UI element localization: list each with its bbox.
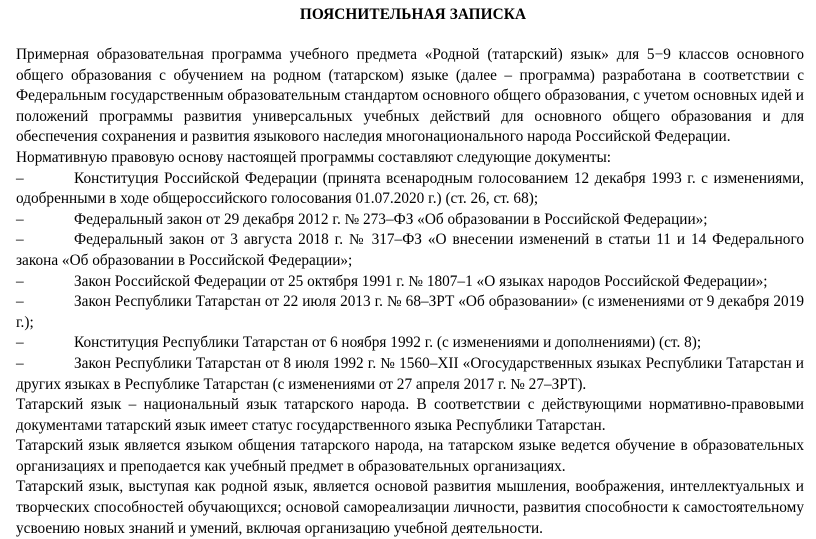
body-paragraph: Татарский язык, выступая как родной язык, является основой развития мышления, воображения, интеллектуальных и творческих способностей обучающихся; основой самореализации личности, развития способности к самостоятельному усвоению новых знаний и умений, включая организацию учебной деятельности. xyxy=(16,478,804,537)
document-title: ПОЯСНИТЕЛЬНАЯ ЗАПИСКА xyxy=(299,6,527,23)
document-item-text: Конституция Российской Федерации (принята всенародным голосованием 12 декабря 1993 г. с изменениями, одобренными в ходе общероссийского голосования 01.07.2020 г.) (ст. 26, ст. 68); xyxy=(16,169,804,208)
document-item-text: Федеральный закон от 29 декабря 2012 г. № 273–ФЗ «Об образовании в Российской Федерации»; xyxy=(74,210,708,228)
document-item-text: Закон Республики Татарстан от 22 июля 2013 г. № 68–ЗРТ «Об образовании» (с изменениями от 9 декабря 2019 г.); xyxy=(16,293,804,331)
document-item xyxy=(16,272,804,293)
document-item-text: Закон Республики Татарстан от 8 июля 1992 г. № 1560–XII «Огосударственных языках Республики Татарстан и других языках в Республике Татарстан (с изменениями от 27 апреля 2017 г. № 27–ЗРТ). xyxy=(16,354,804,393)
body-paragraph: Татарский язык является языком общения татарского народа, на татарском языке ведется обучение в образовательных организациях и преподается как учебный предмет в образовательных организациях. xyxy=(16,437,804,475)
document-item-text: Закон Российской Федерации от 25 октября 1991 г. № 1807–1 «О языках народов Российской Федерации»; xyxy=(74,272,768,290)
document-item-text: Конституция Республики Татарстан от 6 ноября 1992 г. (с изменениями и дополнениями) (ст. 8); xyxy=(74,334,702,352)
document-item-text: Федеральный закон от 3 августа 2018 г. № 317–ФЗ «О внесении изменений в статьи 11 и 14 Федерального закона «Об образовании в Российской Федерации»; xyxy=(16,231,804,269)
list-dash: – xyxy=(16,210,24,228)
list-dash: – xyxy=(16,272,24,290)
document-item xyxy=(16,292,804,333)
document-item xyxy=(16,169,804,210)
document-item xyxy=(16,354,804,395)
basis-paragraph: Нормативную правовую основу настоящей программы составляют следующие документы: xyxy=(16,148,612,166)
document-item xyxy=(16,333,804,354)
body-paragraph: Татарский язык – национальный язык татарского народа. В соответствии с действующими нормативно-правовыми документами татарский язык имеет статус государственного языка Республики Татарстан. xyxy=(16,396,804,434)
intro-paragraph: Примерная образовательная программа учебного предмета «Родной (татарский) язык» для 5−9 классов основного общего образования с обучением на родном (татарском) языке (далее – программа) разработана в соответствии с Федеральным государственным образовательным стандартом основного общего образования, с учетом основных идей и положений программы развития универсальных учебных действий для основного общего образования и для обеспечения сохранения и развития языкового наследия многонационального народа Российской Федерации. xyxy=(16,46,804,146)
list-dash: – xyxy=(16,334,24,352)
list-dash: – xyxy=(16,293,24,311)
list-dash: – xyxy=(16,354,24,372)
document-item xyxy=(16,210,804,231)
list-dash: – xyxy=(16,169,24,187)
document-item xyxy=(16,230,804,271)
list-dash: – xyxy=(16,231,24,249)
